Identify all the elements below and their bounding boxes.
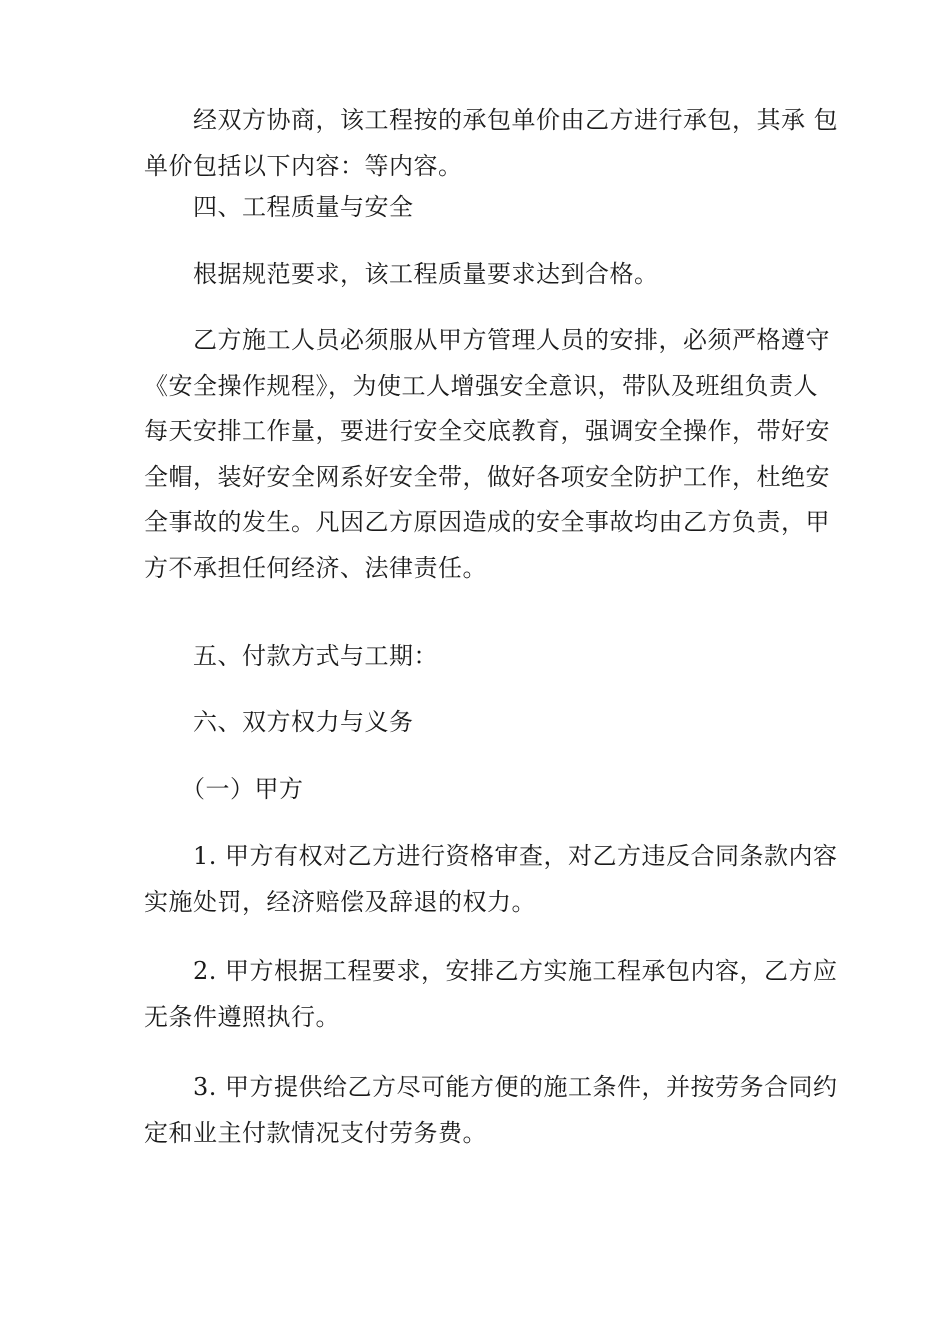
paragraph-contract-price [144,98,839,189]
text-line: 定和业主付款情况支付劳务费。 [144,1118,487,1147]
text-line: 五、付款方式与工期： [144,642,438,670]
text-line: （一）甲方 [144,775,304,803]
heading-payment-schedule [144,634,824,680]
list-item-2 [144,949,838,1040]
paragraph-quality-requirement [144,252,824,298]
text-line: 《安全操作规程》，为使工人增强安全意识，带队及班组负责人 [144,371,818,400]
text-line: 根据规范要求，该工程质量要求达到合格。 [144,260,659,288]
text-line: 全事故的发生。凡因乙方原因造成的安全事故均由乙方负责，甲 [144,508,830,536]
list-item-1 [144,834,838,925]
text-line: 全帽，装好安全网系好安全带，做好各项安全防护工作，杜绝安 [144,462,830,491]
text-line: 3. 甲方提供给乙方尽可能方便的施工条件，并按劳务合同约 [144,1073,838,1101]
text-line: 2. 甲方根据工程要求，安排乙方实施工程承包内容，乙方应 [144,957,838,985]
text-line: 实施处罚，经济赔偿及辞退的权力。 [144,887,536,916]
text-line: 乙方施工人员必须服从甲方管理人员的安排，必须严格遵守 [144,326,830,354]
text-line: 每天安排工作量，要进行安全交底教育，强调安全操作，带好安 [144,417,830,445]
text-line: 方不承担任何经济、法律责任。 [144,553,487,582]
text-line: 六、双方权力与义务 [144,708,414,736]
heading-quality-safety [144,185,824,231]
heading-party-a [144,767,824,813]
text-line: 单价包括以下内容：等内容。 [144,151,463,180]
paragraph-safety-rules [144,318,830,591]
text-line: 1. 甲方有权对乙方进行资格审查，对乙方违反合同条款内容 [144,842,838,870]
text-line: 经双方协商，该工程按的承包单价由乙方进行承包，其承 包 [144,106,839,134]
text-line: 无条件遵照执行。 [144,1002,340,1031]
list-item-3 [144,1065,838,1156]
text-line: 四、工程质量与安全 [144,193,414,221]
heading-rights-obligations [144,700,824,746]
